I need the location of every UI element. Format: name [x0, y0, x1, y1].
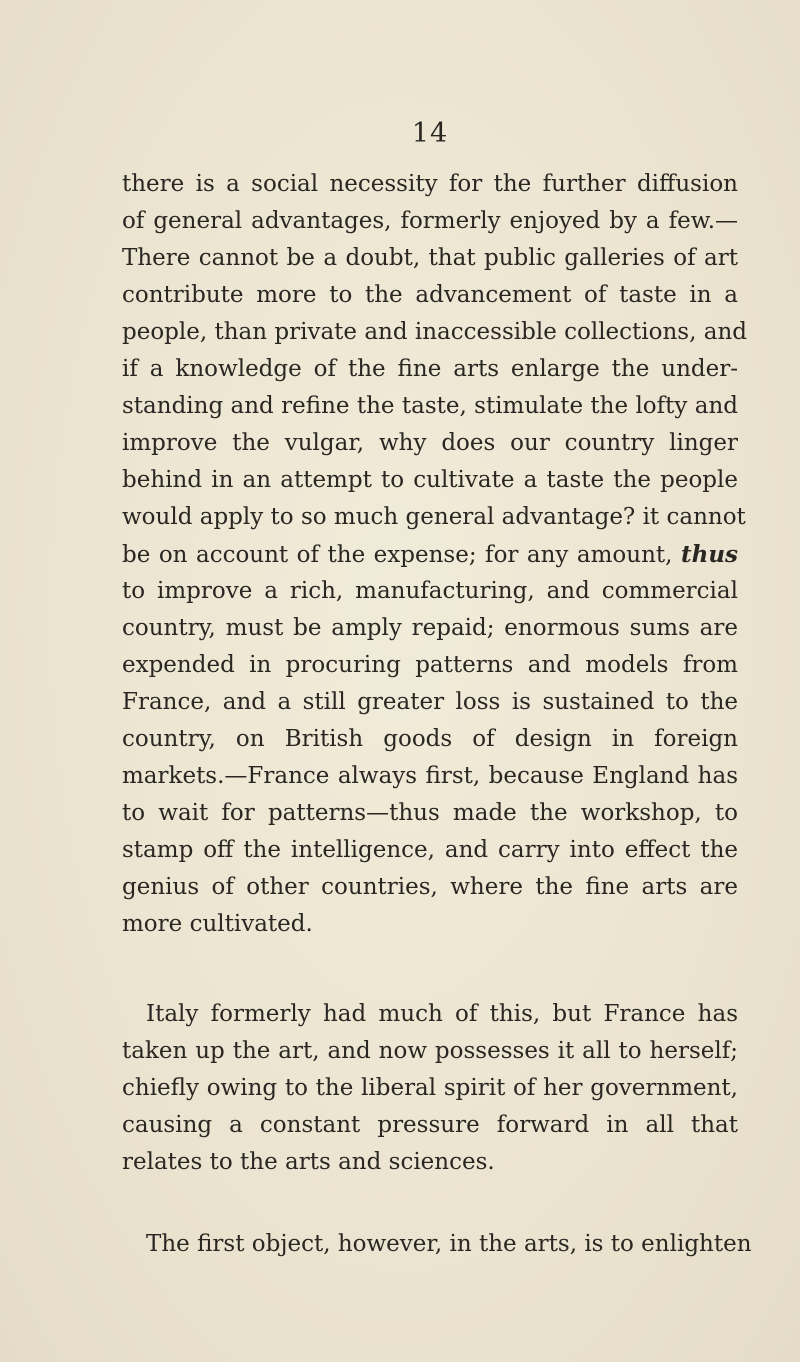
- text-line: improve the vulgar, why does our country linger: [122, 430, 738, 456]
- text-line: would apply to so much general advantage? it cannot: [122, 504, 746, 530]
- text-line: France, and a still greater loss is sustained to the: [122, 689, 738, 715]
- text-line: genius of other countries, where the fine arts are: [122, 874, 738, 900]
- paragraph-3: [122, 1226, 752, 1263]
- text-line: expended in procuring patterns and models from: [122, 652, 738, 678]
- text-line: to improve a rich, manufacturing, and commercial: [122, 578, 738, 604]
- page-body: [122, 166, 752, 1263]
- text-line: more cultivated.: [122, 911, 313, 937]
- text-segment: be on account of the expense; for any amount,: [122, 542, 673, 568]
- text-line: standing and refine the taste, stimulate the lofty and: [122, 393, 738, 419]
- text-line: people, than private and inaccessible collections, and: [122, 319, 747, 345]
- text-line: to wait for patterns—thus made the workshop, to: [122, 800, 738, 826]
- text-line: Italy formerly had much of this, but France has: [146, 1001, 738, 1027]
- text-line: There cannot be a doubt, that public galleries of art: [122, 245, 738, 271]
- text-line: relates to the arts and sciences.: [122, 1149, 495, 1175]
- text-line-with-italic: [122, 536, 738, 573]
- text-line: of general advantages, formerly enjoyed by a few.—: [122, 208, 738, 234]
- paragraph-2: [122, 996, 738, 1181]
- italic-word: thus: [680, 541, 738, 568]
- text-line: causing a constant pressure forward in all that: [122, 1112, 738, 1138]
- text-line: contribute more to the advancement of taste in a: [122, 282, 738, 308]
- text-line: markets.—France always first, because England has: [122, 763, 738, 789]
- paragraph-1: [122, 166, 747, 943]
- text-line: if a knowledge of the fine arts enlarge the under-: [122, 356, 738, 382]
- page-number: 14: [411, 118, 449, 149]
- text-line: country, on British goods of design in foreign: [122, 726, 738, 752]
- text-line: there is a social necessity for the further diffusion: [122, 171, 738, 197]
- text-line: chiefly owing to the liberal spirit of her government,: [122, 1075, 738, 1101]
- text-line: The first object, however, in the arts, is to enlighten: [146, 1231, 752, 1257]
- text-line: behind in an attempt to cultivate a taste the people: [122, 467, 738, 493]
- text-line: taken up the art, and now possesses it all to herself;: [122, 1038, 738, 1064]
- text-line: country, must be amply repaid; enormous sums are: [122, 615, 738, 641]
- text-line: stamp off the intelligence, and carry into effect the: [122, 837, 738, 863]
